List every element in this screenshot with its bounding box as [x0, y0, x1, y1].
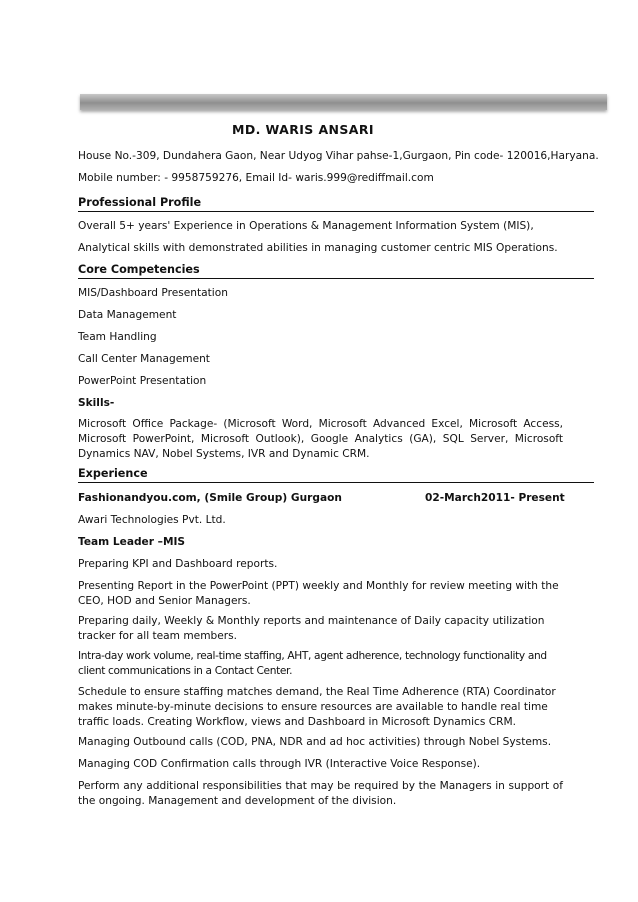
address-line: House No.-309, Dundahera Gaon, Near Udyog Vihar pahse-1,Gurgaon, Pin code- 120016,Haryana. — [78, 150, 599, 162]
contact-line: Mobile number: - 9958759276, Email Id- waris.999@rediffmail.com — [78, 172, 434, 184]
role-title: Team Leader –MIS — [78, 536, 186, 548]
job-dates: 02-March2011- Present — [425, 492, 565, 504]
skills-text: Microsoft Office Package- (Microsoft Word, Microsoft Advanced Excel, Microsoft Access, Microsoft PowerPoint, Microsoft Outlook), Google Analytics (GA), SQL Server, Microsoft Dynamics NAV, Nobel Systems, IVR and Dynamic CRM. — [78, 418, 563, 460]
candidate-name: MD. WARIS ANSARI — [232, 122, 374, 137]
profile-line-2: Analytical skills with demonstrated abilities in managing customer centric MIS Operations. — [78, 242, 558, 254]
competency-item: Team Handling — [78, 331, 157, 343]
competency-item: PowerPoint Presentation — [78, 375, 207, 387]
section-heading-competencies — [78, 263, 594, 279]
skills-label: Skills- — [78, 397, 115, 409]
competency-item: Call Center Management — [78, 353, 210, 365]
competency-item: Data Management — [78, 309, 177, 321]
competencies-heading-text: Core Competencies — [78, 263, 200, 276]
duty-item: Intra-day work volume, real-time staffing, AHT, agent adherence, technology functionality and client communications in a Contact Center. — [78, 650, 547, 677]
duty-item: Managing Outbound calls (COD, PNA, NDR and ad hoc activities) through Nobel Systems. — [78, 736, 552, 748]
competency-item: MIS/Dashboard Presentation — [78, 287, 228, 299]
section-heading-experience — [78, 467, 594, 483]
duty-item: Preparing daily, Weekly & Monthly reports and maintenance of Daily capacity utilization tracker for all team members. — [78, 615, 545, 642]
section-heading-profile — [78, 196, 594, 212]
profile-line-1: Overall 5+ years' Experience in Operations & Management Information System (MIS), — [78, 220, 534, 232]
employer-line: Awari Technologies Pvt. Ltd. — [78, 514, 226, 526]
header-banner — [80, 94, 607, 110]
duty-item: Schedule to ensure staffing matches demand, the Real Time Adherence (RTA) Coordinator makes minute-by-minute decisions to ensure resources are available to handle real time traffic loads. Creating Workflow, views and Dashboard in Microsoft Dynamics CRM. — [78, 686, 556, 728]
duty-item: Preparing KPI and Dashboard reports. — [78, 558, 278, 570]
experience-heading-text: Experience — [78, 467, 148, 480]
duty-item: Presenting Report in the PowerPoint (PPT) weekly and Monthly for review meeting with the CEO, HOD and Senior Managers. — [78, 580, 559, 607]
profile-heading-text: Professional Profile — [78, 196, 202, 209]
company-line: Fashionandyou.com, (Smile Group) Gurgaon — [78, 492, 342, 504]
duty-item: Managing COD Confirmation calls through IVR (Interactive Voice Response). — [78, 758, 481, 770]
duty-item: Perform any additional responsibilities that may be required by the Managers in support of the ongoing. Management and development of the division. — [78, 780, 563, 807]
